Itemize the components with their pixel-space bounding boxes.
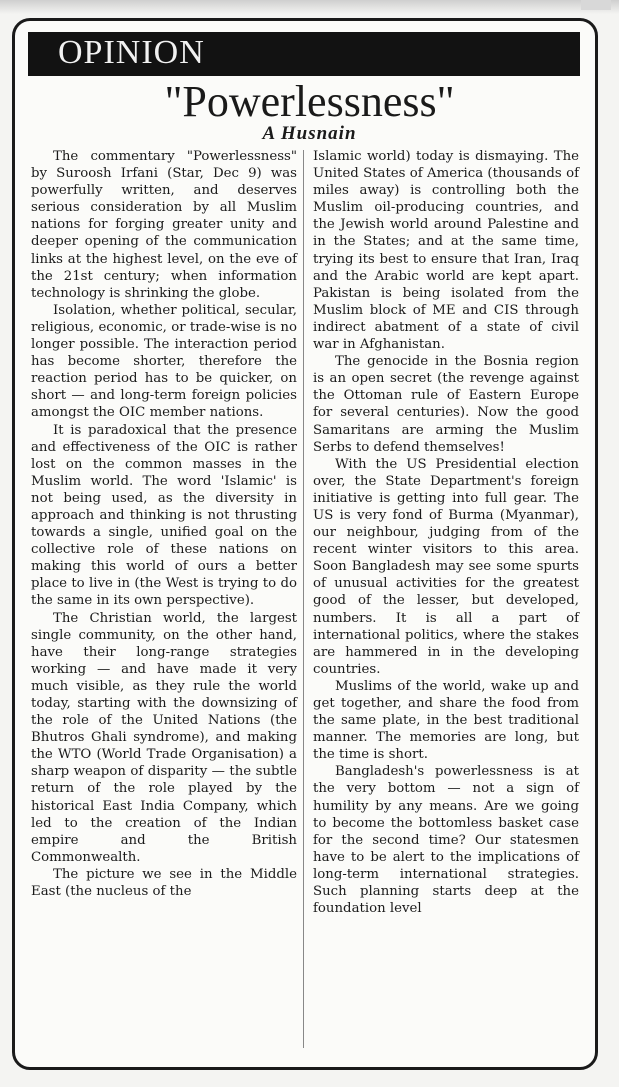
paragraph: It is paradoxical that the presence and effectiveness of the OIC is rather lost on the common masses in the Muslim world. The word 'Islamic' is not being used, as the diversity in approach and thinking is not thrusting towards a single, unified goal on the collective role of these nations on making this world of ours a better place to live in (the West is trying to do the same in its own perspective). <box>31 422 297 609</box>
paragraph: Muslims of the world, wake up and get together, and share the food from the same plate, in the best traditional manner. The memories are long, but the time is short. <box>313 678 579 763</box>
left-column <box>31 148 297 900</box>
clipping-edge <box>0 0 619 14</box>
paragraph: With the US Presidential election over, the State Department's foreign initiative is getting into full gear. The US is very fond of Burma (Myanmar), our neighbour, judging from of the recent winter visitors to this area. Soon Bangladesh may see some spurts of unusual activities for the greatest good of the lesser, but developed, numbers. It is all a part of international politics, where the stakes are hammered in in the developing countries. <box>313 456 579 677</box>
section-banner <box>28 32 580 76</box>
paragraph: Bangladesh's powerlessness is at the very bottom — not a sign of humility by any means. Are we going to become the bottomless basket case for the second time? Our statesmen have to be alert to the implications of long-term international strategies. Such planning starts deep at the foundation level <box>313 764 579 917</box>
article-headline: "Powerlessness" <box>164 77 455 126</box>
paragraph: The picture we see in the Middle East (the nucleus of the <box>31 866 297 900</box>
section-title: OPINION <box>58 34 205 71</box>
paragraph: The Christian world, the largest single community, on the other hand, have their long-range strategies working — and have made it very much visible, as they rule the world today, starting with the downsizing of the role of the United Nations (the Bhutros Ghali syndrome), and making the WTO (World Trade Organisation) a sharp weapon of disparity — the subtle return of the role played by the historical East India Company, which led to the creation of the Indian empire and the British Commonwealth. <box>31 610 297 865</box>
paragraph: The commentary "Powerlessness" by Suroosh Irfani (Star, Dec 9) was powerfully written, and deserves serious consideration by all Muslim nations for forging greater unity and deeper opening of the communication links at the highest level, on the eve of the 21st century; when information technology is shrinking the globe. <box>31 149 297 301</box>
paper-blemish <box>581 0 611 10</box>
paragraph: The genocide in the Bosnia region is an open secret (the revenge against the Ottoman rule of Eastern Europe for several centuries). Now the good Samaritans are arming the Muslim Serbs to defend themselves! <box>313 354 579 455</box>
right-column <box>313 148 579 917</box>
article-byline: A Husnain <box>262 123 357 144</box>
paragraph-continued: Islamic world) today is dismaying. The United States of America (thousands of miles away) is controlling both the Muslim oil-producing countries, and the Jewish world around Palestine and in the States; and at the same time, trying its best to ensure that Iran, Iraq and the Arabic world are kept apart. Pakistan is being isolated from the Muslim block of ME and CIS through indirect abatment of a state of civil war in Afghanistan. <box>313 149 579 353</box>
column-divider <box>303 150 304 1048</box>
paragraph: Isolation, whether political, secular, religious, economic, or trade-wise is no longer possible. The interaction period has become shorter, therefore the reaction period has to be quicker, on short — and long-term foreign policies amongst the OIC member nations. <box>31 302 297 421</box>
